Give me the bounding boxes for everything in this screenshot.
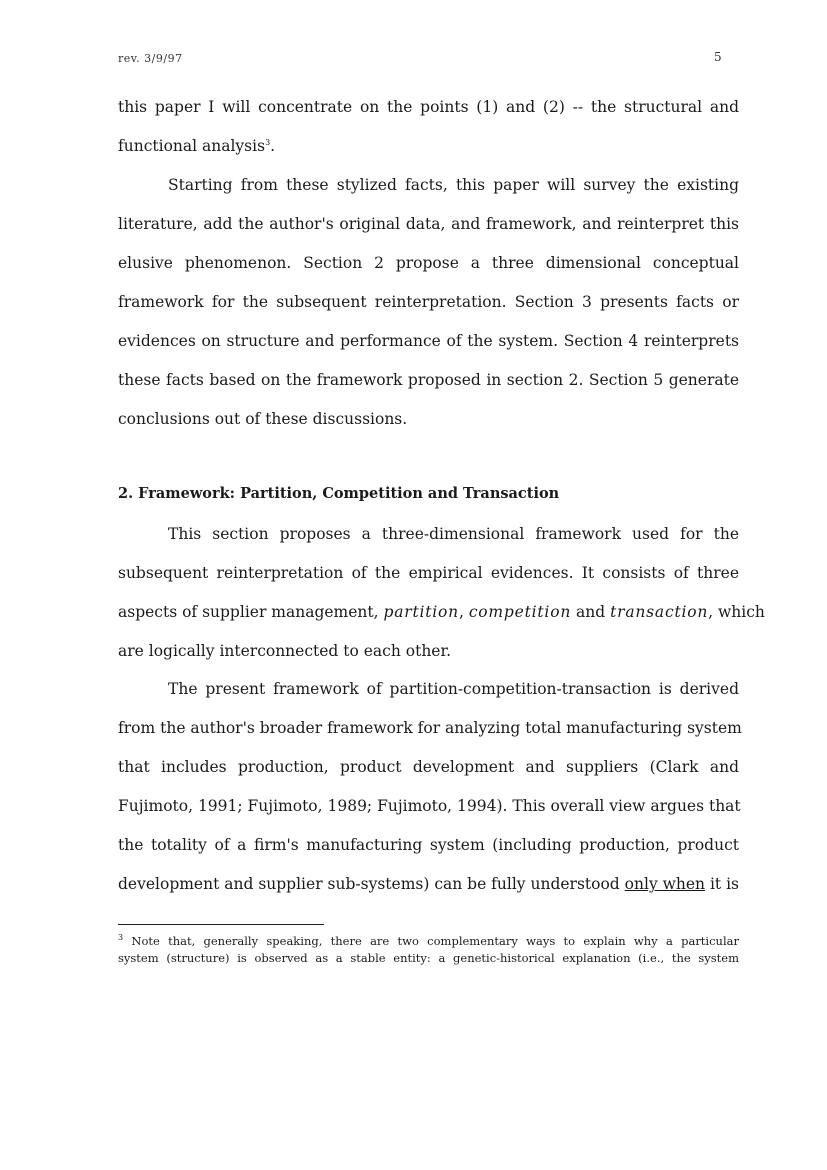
emphasis-partition: partition — [383, 603, 459, 621]
underlined-text: only when — [624, 875, 706, 893]
text-line: evidences on structure and performance of the system. Section 4 reinterprets — [118, 332, 739, 350]
text-fragment: , — [458, 603, 469, 621]
intro-paragraph-2 — [118, 166, 739, 439]
text-line: this paper I will concentrate on the points (1) and (2) -- the structural and — [118, 98, 739, 116]
text-line: subsequent reinterpretation of the empirical evidences. It consists of three — [118, 564, 739, 582]
intro-paragraph-1 — [118, 88, 739, 166]
text-line: that includes production, product development and suppliers (Clark and — [118, 758, 739, 776]
emphasis-competition: competition — [468, 603, 572, 621]
footnote-separator — [118, 924, 324, 925]
text-line: elusive phenomenon. Section 2 propose a three dimensional conceptual — [118, 254, 739, 272]
text-line: The present framework of partition-competition-transaction is derived — [168, 680, 739, 698]
text-fragment: and — [571, 603, 611, 621]
text-fragment: aspects of supplier management, — [118, 603, 384, 621]
text-line: This section proposes a three-dimensional framework used for the — [168, 525, 739, 543]
footnote-line — [118, 933, 739, 950]
text-line — [118, 865, 739, 904]
text-line: Starting from these stylized facts, this paper will survey the existing — [168, 176, 739, 194]
page-number: 5 — [714, 50, 722, 64]
section2-paragraph-1 — [118, 515, 765, 671]
footnote-line: system (structure) is observed as a stable entity: a genetic-historical explanation (i.e., the system — [118, 951, 739, 965]
text-line: the totality of a firm's manufacturing system (including production, product — [118, 836, 739, 854]
section-heading: 2. Framework: Partition, Competition and Transaction — [118, 485, 560, 502]
text-line: conclusions out of these discussions. — [118, 410, 408, 428]
text-line: framework for the subsequent reinterpretation. Section 3 presents facts or — [118, 293, 739, 311]
text-fragment: development and supplier sub-systems) can be fully understood — [118, 875, 625, 893]
text-line: are logically interconnected to each other. — [118, 642, 452, 660]
text-line: Fujimoto, 1991; Fujimoto, 1989; Fujimoto, 1994). This overall view argues that — [118, 797, 741, 815]
emphasis-transaction: transaction — [610, 603, 709, 621]
text-fragment: it is — [705, 875, 740, 893]
footnote-ref: 3 — [265, 137, 271, 147]
revision-date: rev. 3/9/97 — [118, 52, 183, 65]
footnote-marker: 3 — [118, 933, 124, 943]
text-line: literature, add the author's original data, and framework, and reinterpret this — [118, 215, 739, 233]
text-line — [118, 593, 765, 632]
text-fragment: functional analysis — [118, 137, 266, 155]
text-line: these facts based on the framework proposed in section 2. Section 5 generate — [118, 371, 739, 389]
footnote — [118, 933, 739, 967]
text-fragment: . — [270, 137, 276, 155]
text-fragment: , which — [708, 603, 765, 621]
text-fragment: Note that, generally speaking, there are two complementary ways to explain why a particular — [123, 934, 739, 948]
text-line — [118, 127, 739, 166]
section2-paragraph-2 — [118, 670, 742, 904]
text-line: from the author's broader framework for analyzing total manufacturing system — [118, 719, 742, 737]
